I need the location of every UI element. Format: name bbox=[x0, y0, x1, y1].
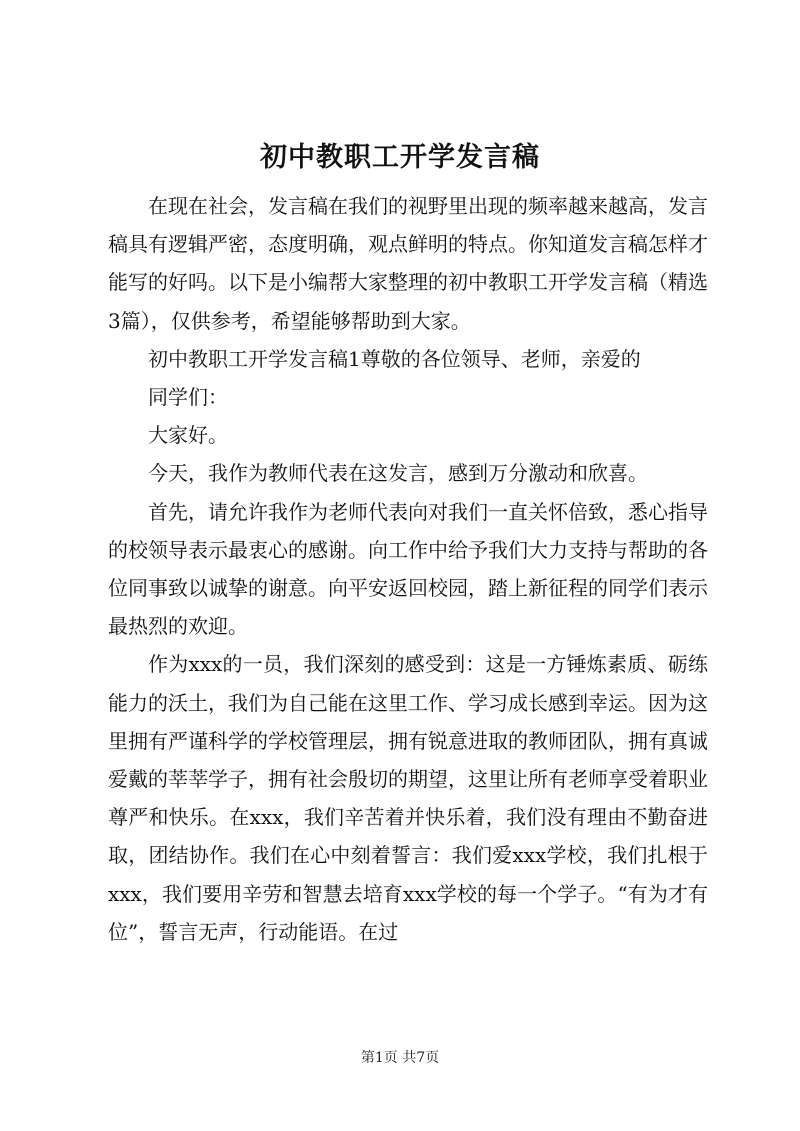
paragraph-greeting: 大家好。 bbox=[148, 423, 228, 448]
paragraph-salutation: 同学们： bbox=[148, 385, 228, 410]
page-number-footer: 第1页 共7页 bbox=[360, 1050, 440, 1066]
paragraph-speech-heading: 初中教职工开学发言稿1尊敬的各位领导、老师，亲爱的 bbox=[148, 346, 641, 371]
paragraph-opening: 今天，我作为教师代表在这发言，感到万分激动和欣喜。 bbox=[148, 461, 648, 486]
document-title: 初中教职工开学发言稿 bbox=[260, 142, 540, 173]
paragraph-thanks: 首先，请允许我作为老师代表向对我们一直关怀倍致，悉心指导的校领导表示最衷心的感谢。向工作中给予我们大力支持与帮助的各位同事致以诚挚的谢意。向平安返回校园，踏上新征程的同学们表示最热烈的欢迎。 bbox=[108, 499, 708, 639]
paragraph-intro: 在现在社会，发言稿在我们的视野里出现的频率越来越高，发言稿具有逻辑严密，态度明确，观点鲜明的特点。你知道发言稿怎样才能写的好吗。以下是小编帮大家整理的初中教职工开学发言稿（精选3篇），仅供参考，希望能够帮助到大家。 bbox=[108, 194, 708, 333]
paragraph-school: 作为xxx的一员，我们深刻的感受到：这是一方锤炼素质、砺练能力的沃土，我们为自己能在这里工作、学习成长感到幸运。因为这里拥有严谨科学的学校管理层，拥有锐意进取的教师团队，拥有真诚爱戴的莘莘学子，拥有社会殷切的期望，这里让所有老师享受着职业尊严和快乐。在xxx，我们辛苦着并快乐着，我们没有理由不勤奋进取，团结协作。我们在心中刻着誓言：我们爱xxx学校，我们扎根于xxx，我们要用辛劳和智慧去培育xxx学校的每一个学子。“有为才有位”，誓言无声，行动能语。在过 bbox=[108, 652, 708, 944]
document-body bbox=[108, 187, 708, 951]
